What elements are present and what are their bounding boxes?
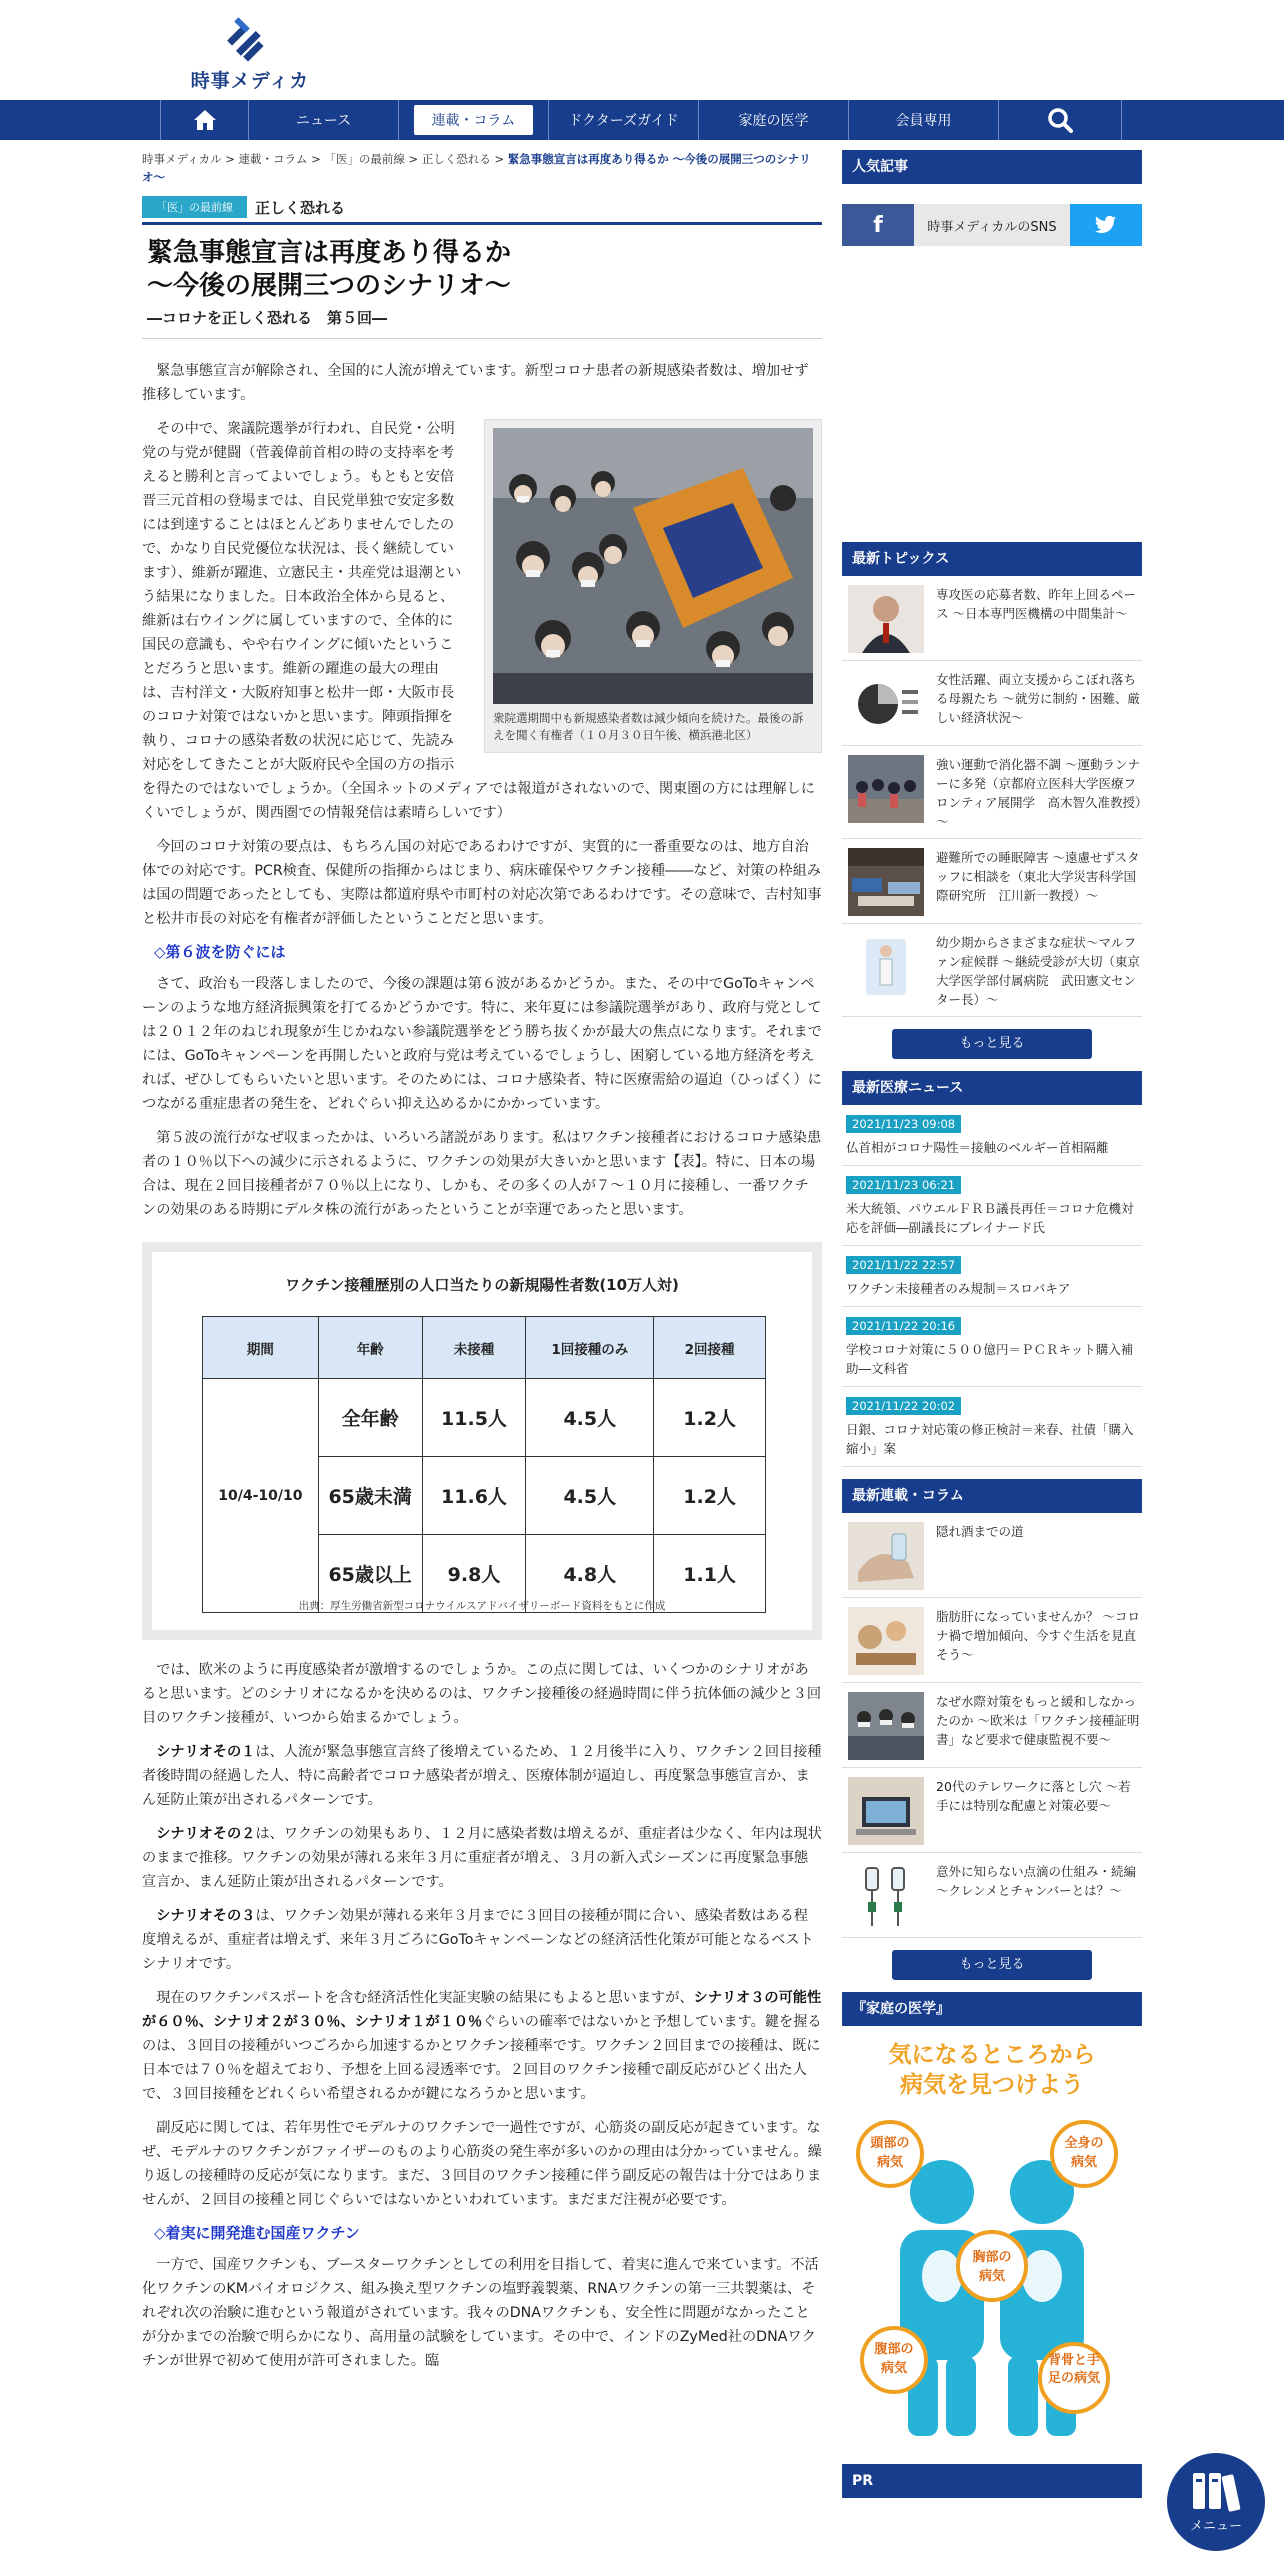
vaccine-infection-table <box>202 1316 766 1613</box>
menu-label: メニュー <box>1189 2519 1242 2534</box>
katei-banner[interactable] <box>842 2026 1142 2446</box>
column-item[interactable] <box>842 1683 1142 1768</box>
table-cell: 4.5人 <box>526 1457 654 1535</box>
news-item[interactable] <box>842 1387 1142 1467</box>
topic-thumbnail <box>848 933 924 1001</box>
logo-mark-icon <box>220 14 270 64</box>
scenario-lead: シナリオその２ <box>156 1826 256 1842</box>
topic-title: 避難所での睡眠障害 ～遠慮せずスタッフに相談を（東北大学災害科学国際研究所 江川新一教授）～ <box>936 850 1140 903</box>
topic-title: 強い運動で消化器不調 ～運動ランナーに多発（京都府立医科大学医療フロンティア展開学 高木智久准教授）～ <box>936 757 1142 829</box>
article-subtitle: ―コロナを正しく恐れる 第５回― <box>147 309 388 327</box>
facebook-icon[interactable]: f <box>842 204 914 246</box>
table-cell: 11.6人 <box>422 1457 526 1535</box>
nav-member-label: 会員専用 <box>895 113 952 129</box>
news-date: 2021/11/22 20:02 <box>846 1397 961 1415</box>
section-heading: ◇第６波を防ぐには <box>154 943 286 961</box>
sns-bar <box>842 204 1142 246</box>
scenario-1 <box>142 1740 822 1812</box>
table-cell: 65歳以上 <box>318 1535 422 1613</box>
news-title: ワクチン未接種者のみ規制＝スロバキア <box>846 1281 1071 1296</box>
paragraph <box>142 1986 822 2106</box>
nav-news-label: ニュース <box>295 113 352 129</box>
text: 現在のワクチンパスポートを含む経済活性化実証実験の結果にもよると思いますが、 <box>156 1990 694 2006</box>
breadcrumb-column[interactable]: 連載・コラム <box>238 152 308 166</box>
topic-thumbnail <box>848 755 924 823</box>
crowd-photo <box>493 428 813 704</box>
topic-item[interactable] <box>842 746 1142 839</box>
article-main <box>142 150 822 2373</box>
paragraph: その中で、衆議院選挙が行われ、自民党・公明党の与党が健闘（菅義偉前首相の時の支持率を考えると勝利と言ってよいでしょう。もともと安倍晋三元首相の登場までは、自民党単独で安定多数には到達することはほとんどありませんでしたので、かなり自民党優位な状況は、長く継続しています）、維新が躍進、立憲民主・共産党は退潮という結果になりました。日本政治全体から見ると、維新は右ウイングに属していますので、全体的に国民の意識も、やや右ウイングに傾いたということだろうと思います。維新の躍進の最大の理由は、吉村洋文・大阪府知事と松井一郎・大阪市長のコロナ対策ではないかと思います。陣頭指揮を執り、コロナの感染者数の状況に応じて、先読み対応をしてきたことが大阪府民や全国の方の指示を得たのではないでしょうか。（全国ネットのメディアでは報道がされないので、関東圏の方には理解しにくいでしょうが、関西圏での情報発信は素晴らしいです） <box>142 421 815 821</box>
topic-title: 専攻医の応募者数、昨年上回るペース ～日本専門医機構の中間集計～ <box>936 587 1137 621</box>
table-cell: 1.2人 <box>654 1379 766 1457</box>
home-icon <box>193 109 217 131</box>
table-header-row <box>203 1317 766 1379</box>
section-heading: ◇着実に開発進む国産ワクチン <box>154 2224 360 2242</box>
scenario-text: は、ワクチンの効果もあり、１２月に感染者数は増えるが、重症者は少なく、年内は現状のままで推移。ワクチンの効果が薄れる来年３月に重症者が増え、３月の新入式シーズンに再度緊急事態宣言か、まん延防止策が出されるパターンです。 <box>142 1826 822 1890</box>
topic-item[interactable] <box>842 576 1142 661</box>
column-thumbnail <box>848 1862 924 1930</box>
table-cell: 4.8人 <box>526 1535 654 1613</box>
breadcrumb <box>142 150 822 186</box>
katei-label-body[interactable]: 全身の病気 <box>1064 2136 1104 2170</box>
column-more-button[interactable]: もっと見る <box>892 1950 1092 1980</box>
paragraph: 緊急事態宣言が解除され、全国的に人流が増えています。新型コロナ患者の新規感染者数は、増加せず推移しています。 <box>142 363 809 403</box>
topic-title: 幼少期からさまざまな症状～マルファン症候群 ～継続受診が大切（東京大学医学部付属病院 武田憲文センター長）～ <box>936 935 1140 1007</box>
news-title: 米大統領、パウエルＦＲＢ議長再任＝コロナ危機対応を評価―副議長にブレイナード氏 <box>846 1201 1134 1235</box>
news-date: 2021/11/23 09:08 <box>846 1115 961 1133</box>
paragraph: さて、政治も一段落しましたので、今後の課題は第６波があるかどうか。また、その中でGoToキャンペーンのような地方経済振興策を打てるかどうかです。特に、来年夏には参議院選挙があり、政府与党としては２０１２年のねじれ現象が生じかねない参議院選挙をどう勝ち抜くかが最大の焦点になります。それまでには、GoToキャンペーンを再開したいと政府与党は考えているでしょうし、困窮している地方経済を考えれば、ぜひしてもらいたいと思います。そのためには、コロナ感染者、特に医療需給の逼迫（ひっぱく）につながる重症患者の発生を、どれぐらい抑え込めるかにかかっています。 <box>142 976 822 1112</box>
column-item[interactable] <box>842 1853 1142 1938</box>
paragraph: 第５波の流行がなぜ収まったかは、いろいろ諸説があります。私はワクチン接種者におけるコロナ感染患者の１０％以下への減少に示されるように、ワクチンの効果が大きいかと思います【表】。特に、日本の場合は、現在２回目接種者が７０％以上になり、しかも、その多くの人が７～１０月に接種し、一番ワクチンの効果のある時期にデルタ株の流行があったということが幸運であったと思います。 <box>142 1130 822 1218</box>
nav-member[interactable] <box>848 100 998 140</box>
news-header: 最新医療ニュース <box>842 1071 1142 1105</box>
paragraph: 今回のコロナ対策の要点は、もちろん国の対応であるわけですが、実質的に一番重要なのは、地方自治体での対応です。PCR検査、保健所の指揮からはじまり、病床確保やワクチン接種――など、対策の枠組みは国の問題であったとしても、実際は都道府県や市町村の対応次第であるわけです。その意味で、吉村知事と松井市長の対応を有権者が評価したということだと思います。 <box>142 839 822 927</box>
infection-table-figure <box>142 1242 822 1640</box>
books-icon <box>1189 2469 1243 2513</box>
series-header <box>142 196 822 218</box>
scenario-2 <box>142 1822 822 1894</box>
news-item[interactable] <box>842 1307 1142 1387</box>
paragraph: 副反応に関しては、若年男性でモデルナのワクチンで一過性ですが、心筋炎の副反応が起きています。なぜ、モデルナのワクチンがファイザーのものより心筋炎の発生率が多いのかの理由は分かっていません。繰り返しの接種時の反応が気になります。まだ、３回目のワクチン接種に伴う副反応の報告は十分ではありませんが、２回目の接種と同じぐらいではないかといわれています。まだまだ注視が必要です。 <box>142 2120 822 2208</box>
column-item[interactable] <box>842 1513 1142 1598</box>
table-row <box>203 1379 766 1457</box>
news-date: 2021/11/22 22:57 <box>846 1256 961 1274</box>
topic-item[interactable] <box>842 839 1142 924</box>
column-thumbnail <box>848 1522 924 1590</box>
breadcrumb-sep: > <box>221 152 239 166</box>
column-thumbnail <box>848 1607 924 1675</box>
table-header: 期間 <box>203 1317 319 1379</box>
news-date: 2021/11/23 06:21 <box>846 1176 961 1194</box>
table-cell: 65歳未満 <box>318 1457 422 1535</box>
column-thumbnail <box>848 1692 924 1760</box>
katei-title-line1: 気になるところから <box>888 2042 1096 2068</box>
text: ぐらいの確率ではないかと予想しています。鍵を握るのは、３回目の接種がいつごろから加速するかとワクチン接種率です。ワクチン２回目までの接種は、既に日本では７０％を超えており、予想を上回る浸透率です。２回目のワクチン接種で副反応がひどく出た人で、３回目接種をどれくらい希望されるかが鍵になろうかと思います。 <box>142 2014 822 2102</box>
scenario-lead: シナリオその３ <box>156 1908 256 1924</box>
topics-more-button[interactable]: もっと見る <box>892 1029 1092 1059</box>
scenario-text: は、ワクチン効果が薄れる来年３月までに３回目の接種が間に合い、感染者数はある程度増えるが、重症者は増えず、来年３月ごろにGoToキャンペーンなどの経済活性化策が可能となるベストシナリオです。 <box>142 1908 814 1972</box>
column-title: 20代のテレワークに落とし穴 ～若手には特別な配慮と対策必要～ <box>936 1779 1131 1813</box>
table-cell: 全年齢 <box>318 1379 422 1457</box>
sidebar <box>842 150 1142 2498</box>
news-item[interactable] <box>842 1166 1142 1246</box>
topic-item[interactable] <box>842 661 1142 746</box>
title-line1: 緊急事態宣言は再度あり得るか <box>147 238 512 268</box>
table-cell: 9.8人 <box>422 1535 526 1613</box>
news-list <box>842 1105 1142 1467</box>
column-item[interactable] <box>842 1598 1142 1683</box>
title-rule <box>142 222 822 225</box>
photo-caption: 衆院選期間中も新規感染者数は減少傾向を続けた。最後の訴えを聞く有権者（１０月３０日午後、横浜港北区） <box>493 711 804 742</box>
column-title: なぜ水際対策をもっと緩和しなかったのか ～欧米は「ワクチン接種証明書」など要求で健康監視不要～ <box>936 1694 1140 1747</box>
breadcrumb-series[interactable]: 「医」の最前線 <box>324 152 405 166</box>
news-title: 日銀、コロナ対応策の修正検討＝来春、社債「購入縮小」案 <box>846 1422 1134 1456</box>
breadcrumb-home[interactable]: 時事メディカル <box>142 152 222 166</box>
nav-column[interactable] <box>398 100 548 140</box>
news-item[interactable] <box>842 1246 1142 1307</box>
subtitle-divider <box>142 338 822 339</box>
breadcrumb-sep: > <box>490 152 508 166</box>
site-logo[interactable] <box>190 14 310 90</box>
table-title: ワクチン接種歴別の人口当たりの新規陽性者数(10万人対) <box>285 1276 679 1294</box>
table-period: 10/4-10/10 <box>203 1379 319 1613</box>
topic-thumbnail <box>848 670 924 738</box>
column-item[interactable] <box>842 1768 1142 1853</box>
breadcrumb-sep: > <box>307 152 325 166</box>
series-tag[interactable]: 「医」の最前線 <box>142 196 247 218</box>
table-header: 2回接種 <box>654 1317 766 1379</box>
search-icon <box>1047 107 1073 133</box>
topic-thumbnail <box>848 585 924 653</box>
article-photo <box>484 419 822 753</box>
scenario-text: は、人流が緊急事態宣言終了後増えているため、１２月後半に入り、ワクチン２回目接種者後時間の経過した人、特に高齢者でコロナ感染者が増え、医療体制が逼迫し、再度緊急事態宣言か、まん延防止策が出されるパターンです。 <box>142 1744 822 1808</box>
column-title: 隠れ酒までの道 <box>936 1524 1024 1539</box>
katei-title <box>842 2040 1142 2100</box>
table-cell: 11.5人 <box>422 1379 526 1457</box>
series-name: 正しく恐れる <box>255 198 346 217</box>
column-list <box>842 1513 1142 1938</box>
scenario-lead: シナリオその１ <box>156 1744 256 1760</box>
logo-text: 時事メディカ <box>190 70 310 92</box>
table-cell: 1.2人 <box>654 1457 766 1535</box>
column-title: 脂肪肝になっていませんか？ ～コロナ禍で増加傾向、今すぐ生活を見直そう～ <box>936 1609 1140 1662</box>
paragraph-with-photo <box>142 417 822 825</box>
column-header: 最新連載・コラム <box>842 1479 1142 1513</box>
popular-header: 人気記事 <box>842 150 1142 184</box>
breadcrumb-current: 緊急事態宣言は再度あり得るか ～今後の展開三つのシナリオ～ <box>142 152 811 184</box>
nav-katei-label: 家庭の医学 <box>738 113 809 129</box>
news-item[interactable] <box>842 1105 1142 1166</box>
topic-item[interactable] <box>842 924 1142 1017</box>
katei-title-line2: 病気を見つけよう <box>900 2072 1084 2098</box>
katei-label-chest[interactable]: 胸部の病気 <box>972 2250 1012 2284</box>
nav-doctors-label: ドクターズガイド <box>568 113 679 129</box>
breadcrumb-subseries[interactable]: 正しく恐れる <box>421 152 491 166</box>
column-title: 意外に知らない点滴の仕組み・続編 ～クレンメとチャンバーとは？～ <box>936 1864 1137 1898</box>
paragraph: では、欧米のように再度感染者が激増するのでしょうか。この点に関しては、いくつかのシナリオがあると思います。どのシナリオになるかを決めるのは、ワクチン接種後の経過時間に伴う抗体価の減少と３回目のワクチン接種が、いつから始まるかでしょう。 <box>142 1662 822 1726</box>
article-title <box>147 237 822 303</box>
topic-thumbnail <box>848 848 924 916</box>
nav-search[interactable] <box>998 100 1122 140</box>
katei-label-abdomen[interactable]: 腹部の病気 <box>874 2342 914 2376</box>
menu-button[interactable] <box>1167 2453 1265 2551</box>
katei-header: 『家庭の医学』 <box>842 1992 1142 2026</box>
nav-katei[interactable] <box>698 100 848 140</box>
site-header <box>0 0 1284 100</box>
title-line2: ～今後の展開三つのシナリオ～ <box>147 271 511 301</box>
table-header: 年齢 <box>318 1317 422 1379</box>
topics-list <box>842 576 1142 1017</box>
table-header: 1回接種のみ <box>526 1317 654 1379</box>
probability-emphasis: シナリオ３の可能性が６０％、シナリオ２が３０％、シナリオ１が１０％ <box>142 1990 822 2030</box>
table-cell: 4.5人 <box>526 1379 654 1457</box>
topic-title: 女性活躍、両立支援からこぼれ落ちる母親たち ～就労に制約・困難、厳しい経済状況～ <box>936 672 1140 725</box>
nav-news[interactable] <box>248 100 398 140</box>
katei-label-head[interactable]: 頭部の病気 <box>870 2136 910 2170</box>
sns-label: 時事メディカルのSNS <box>914 204 1070 246</box>
nav-column-label: 連載・コラム <box>414 105 534 135</box>
topics-header: 最新トピックス <box>842 542 1142 576</box>
twitter-icon[interactable] <box>1070 204 1142 246</box>
table-source: 出典：厚生労働省新型コロナウイルスアドバイザリーボード資料をもとに作成 <box>298 1600 666 1612</box>
pr-header: PR <box>842 2464 1142 2498</box>
news-date: 2021/11/22 20:16 <box>846 1317 961 1335</box>
column-thumbnail <box>848 1777 924 1845</box>
nav-home[interactable] <box>160 100 248 140</box>
global-nav <box>0 100 1284 140</box>
table-header: 未接種 <box>422 1317 526 1379</box>
news-title: 仏首相がコロナ陽性＝接触のベルギー首相隔離 <box>846 1140 1109 1155</box>
paragraph: 一方で、国産ワクチンも、ブースターワクチンとしての利用を目指して、着実に進んで来ています。不活化ワクチンのKMバイオロジクス、組み換え型ワクチンの塩野義製薬、RNAワクチンの第一三共製薬は、それぞれ次の治験に進むという報道がされています。我々のDNAワクチンも、安全性に問題がなかったことが分かまでの治験で明らかになり、高用量の試験をしています。その中で、インドのZyMed社のDNAワクチンが世界で初めて使用が許可されました。臨 <box>142 2257 819 2369</box>
table-cell: 1.1人 <box>654 1535 766 1613</box>
news-title: 学校コロナ対策に５００億円＝ＰＣＲキット購入補助―文科省 <box>846 1342 1134 1376</box>
scenario-3 <box>142 1904 822 1976</box>
nav-doctors-guide[interactable] <box>548 100 698 140</box>
breadcrumb-sep: > <box>404 152 422 166</box>
katei-label-spine-limbs[interactable]: 背骨と手足の病気 <box>1048 2353 1101 2386</box>
